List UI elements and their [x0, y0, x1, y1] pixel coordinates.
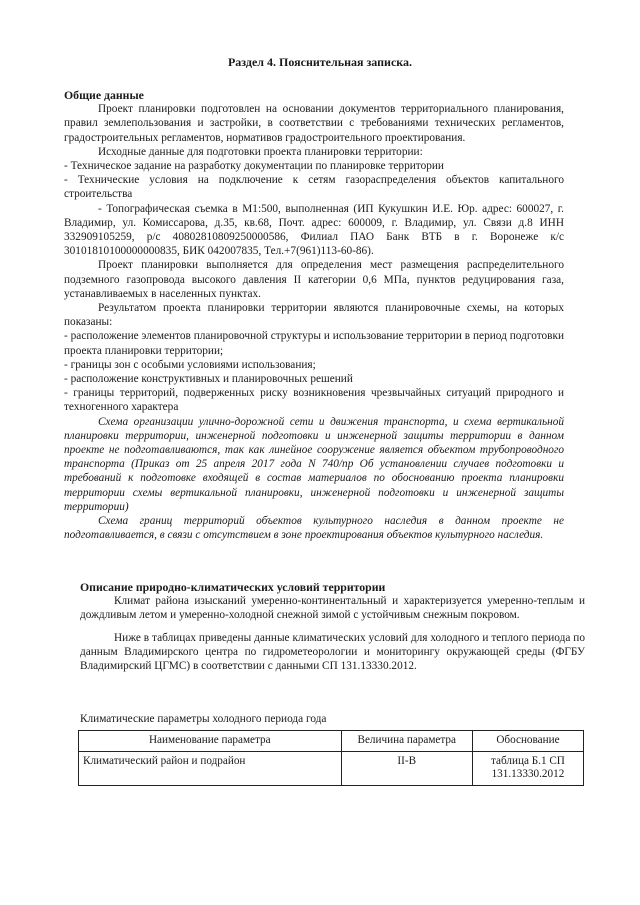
climate-paragraph-1: Климат района изысканий умеренно-континентальный и характеризуется умеренно-теплым и дождливым летом и умеренно-холодной снежной зимой с устойчивым снежным покровом.: [80, 595, 585, 622]
shown-item: - границы территорий, подверженных риску возникновения чрезвычайных ситуаций природного и техногенного характера: [64, 387, 564, 414]
table-header: Обоснование: [472, 731, 583, 752]
table-header-row: [79, 731, 584, 752]
general-paragraph-3: Проект планировки выполняется для определения мест размещения распределительного подземного газопровода высокого давления II категории 0,6 МПа, пунктов редуцирования газа, устанавливаемых в населенных пунктах.: [64, 259, 564, 300]
source-item: - Технические условия на подключение к сетям газораспределения объектов капитального строительства: [64, 174, 564, 201]
source-item: - Техническое задание на разработку документации по планировке территории: [64, 160, 444, 173]
general-paragraph-2: Исходные данные для подготовки проекта планировки территории:: [98, 145, 423, 158]
general-paragraph-1: Проект планировки подготовлен на основании документов территориального планирования, правил землепользования и застройки, в соответствии с требованиями технических регламентов, градостроительных регламентов, нормативов градостроительного проектирования.: [64, 103, 564, 144]
general-section: [64, 88, 564, 543]
climate-section: [80, 580, 585, 673]
table-cell: таблица Б.1 СП 131.13330.2012: [472, 751, 583, 785]
shown-item: - границы зон с особыми условиями использования;: [64, 358, 316, 371]
page-title: Раздел 4. Пояснительная записка.: [227, 55, 413, 69]
general-paragraph-4: Результатом проекта планировки территории являются планировочные схемы, на которых показаны:: [64, 302, 564, 329]
italic-paragraph-2: Схема границ территорий объектов культурного наследия в данном проекте не подготавливается, в связи с отсутствием в зоне проектирования объектов культурного наследия.: [64, 515, 564, 542]
climate-parameters-table: [78, 730, 584, 786]
climate-heading: Описание природно-климатических условий территории: [80, 580, 386, 594]
shown-item: - расположение конструктивных и планировочных решений: [64, 373, 353, 386]
general-heading: Общие данные: [64, 88, 144, 102]
table-caption: Климатические параметры холодного периода года: [80, 713, 327, 725]
table-header: Величина параметра: [341, 731, 472, 752]
table-header: Наименование параметра: [79, 731, 342, 752]
climate-paragraph-2: Ниже в таблицах приведены данные климатических условий для холодного и теплого периода по данным Владимирского центра по гидрометеорологии и мониторингу окружающей среды (ФГБУ Владимирский ЦГМС) в соответствии с данными СП 131.13330.2012.: [80, 631, 585, 673]
source-item: - Топографическая съемка в М1:500, выполненная (ИП Кукушкин И.Е. Юр. адрес: 600027, г. Владимир, ул. Комиссарова, д.35, кв.68, Почт. адрес: 600009, г. Владимир, ул. Связи д.8 ИНН 332909105259, р/с 40802810809250000586, Филиал ПАО Банк ВТБ в г. Воронеже к/с 30101810100000000835, БИК 042007835, Тел.+7(961)113-60-86).: [64, 202, 564, 258]
italic-paragraph-1: Схема организации улично-дорожной сети и движения транспорта, и схема вертикальной планировки территории, инженерной подготовки и инженерной защиты территории в данном проекте не подготавливаются, так как линейное сооружение является объектом трубопроводного транспорта (Приказ от 25 апреля 2017 года N 740/пр Об установлении случаев подготовки и требований к подготовке входящей в состав материалов по обоснованию проекта планировки территории схемы вертикальной планировки, инженерной подготовки и инженерной защиты территории): [64, 415, 564, 513]
table-row: [79, 751, 584, 785]
table-cell: Климатический район и подрайон: [79, 751, 342, 785]
shown-item: - расположение элементов планировочной структуры и использование территории в период подготовки проекта планировки территории;: [64, 330, 564, 357]
table-cell: II-B: [341, 751, 472, 785]
